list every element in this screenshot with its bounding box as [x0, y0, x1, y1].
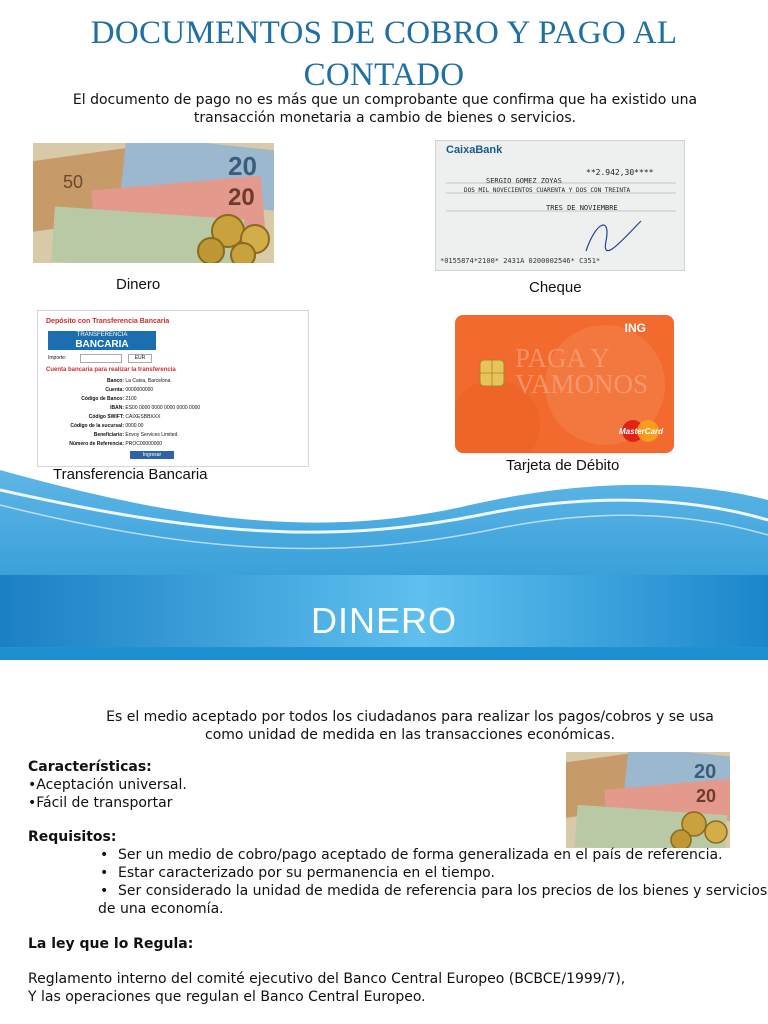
cheque-payee: SERGIO GOMEZ ZOYAS — [486, 177, 562, 185]
transfer-row-value: La Caixa, Barcelona — [125, 378, 171, 384]
characteristics-block — [28, 758, 187, 812]
section-title: DINERO — [310, 600, 457, 641]
cheque-amount: **2.942,30**** — [586, 168, 654, 177]
transfer-row-value: 0000000000 — [125, 387, 154, 393]
transfer-image — [37, 310, 309, 467]
transfer-row-value: 0000 00 — [125, 423, 144, 429]
svg-text:20: 20 — [228, 184, 255, 211]
transfer-logo-bottom: BANCARIA — [75, 339, 129, 350]
transfer-logo — [48, 331, 156, 350]
intro-line-2: transacción monetaria a cambio de bienes o servicios. — [193, 110, 577, 126]
transfer-row-key: IBAN: — [110, 405, 124, 411]
transfer-row — [38, 413, 308, 422]
transfer-row-key: Banco: — [107, 378, 124, 384]
requirement-item: • Estar caracterizado por su permanencia en el tiempo. — [28, 864, 768, 882]
transfer-row — [38, 386, 308, 395]
money-image — [33, 143, 274, 263]
transfer-logo-top: TRANSFERENCIA — [76, 332, 128, 338]
transfer-row — [38, 377, 308, 386]
transfer-row-key: Código de la sucursal: — [70, 423, 124, 429]
characteristic-item: •Aceptación universal. — [28, 777, 187, 793]
transfer-rows — [38, 377, 308, 449]
requirement-item: • Ser considerado la unidad de medida de referencia para los precios de los bienes y servicios — [28, 882, 768, 900]
caption-transferencia: Transferencia Bancaria — [53, 466, 208, 483]
svg-text:20: 20 — [694, 761, 717, 783]
page-title — [0, 12, 768, 96]
caption-cheque: Cheque — [529, 279, 582, 296]
caption-dinero: Dinero — [116, 276, 161, 293]
intro-text — [40, 91, 730, 127]
svg-text:20: 20 — [696, 786, 717, 806]
transfer-row-value: CAIXESBBXXX — [125, 414, 161, 420]
cheque-words: DOS MIL NOVECIENTOS CUARENTA Y DOS CON TREINTA — [464, 187, 631, 194]
svg-text:20: 20 — [228, 151, 257, 181]
intro-line-1: El documento de pago no es más que un comprobante que confirma que ha existido una — [72, 92, 698, 108]
transfer-heading: Depósito con Transferencia Bancaria — [46, 318, 170, 325]
transfer-row-key: Cuenta: — [105, 387, 124, 393]
law-line-2: Y las operaciones que regulan el Banco Central Europeo. — [28, 989, 426, 1005]
requirement-continuation: de una economía. — [98, 901, 224, 917]
cheque-lines — [436, 141, 684, 270]
card-bank: ING — [624, 321, 646, 335]
transfer-row-value: Envoy Services Limited — [125, 432, 178, 438]
requirements-heading: Requisitos: — [28, 829, 117, 845]
title-line-2: CONTADO — [303, 57, 465, 93]
requirement-item: • Ser un medio de cobro/pago aceptado de forma generalizada en el país de referencia. — [28, 846, 768, 864]
transfer-currency: EUR — [128, 354, 152, 363]
caption-tarjeta: Tarjeta de Débito — [506, 457, 620, 474]
law-text — [28, 970, 625, 1006]
law-line-1: Reglamento interno del comité ejecutivo del Banco Central Europeo (BCBCE/1999/7), — [28, 971, 626, 987]
definition-text — [100, 708, 720, 744]
requirements-block — [28, 828, 768, 918]
card-slogan: PAGA Y VAMONOS — [515, 343, 649, 399]
transfer-row-key: Número de Referencia: — [69, 441, 124, 447]
definition-line-1: Es el medio aceptado por todos los ciudadanos para realizar los pagos/cobros y se usa — [106, 709, 714, 725]
law-heading: La ley que lo Regula: — [28, 936, 194, 952]
svg-text:50: 50 — [63, 172, 84, 192]
transfer-submit-button: Ingresar — [130, 451, 174, 459]
transfer-importe-input — [80, 354, 122, 363]
characteristic-item: •Fácil de transportar — [28, 795, 173, 811]
definition-line-2: como unidad de medida en las transacciones económicas. — [205, 727, 615, 743]
transfer-importe-label: Importe: — [48, 355, 67, 361]
transfer-row — [38, 431, 308, 440]
card-brand: MasterCard — [619, 427, 664, 436]
transfer-row — [38, 440, 308, 449]
requirements-list — [28, 846, 768, 900]
cheque-bank: CaixaBank — [446, 144, 503, 156]
transfer-row-value: ES00 0000 0000 0000 0000 0000 — [125, 405, 201, 411]
transfer-row-key: Beneficiario: — [93, 432, 124, 438]
title-line-1: DOCUMENTOS DE COBRO Y PAGO AL — [90, 15, 678, 51]
transfer-row-key: Código SWIFT: — [88, 414, 124, 420]
transfer-row-value: PROC00000000 — [125, 441, 163, 447]
transfer-cuenta-heading: Cuenta bancaria para realizar la transferencia — [46, 367, 176, 373]
cheque-image — [435, 140, 685, 271]
transfer-row — [38, 404, 308, 413]
cheque-micr: *0155874*2100* 2431A 0200002546* C351* — [440, 257, 601, 265]
debit-card-image — [455, 315, 674, 453]
transfer-row-key: Código de Banco: — [81, 396, 124, 402]
transfer-row-value: 2100 — [125, 396, 137, 402]
characteristics-heading: Características: — [28, 759, 152, 775]
transfer-row — [38, 422, 308, 431]
cheque-date: TRES DE NOVIEMBRE — [546, 204, 618, 212]
transfer-row — [38, 395, 308, 404]
